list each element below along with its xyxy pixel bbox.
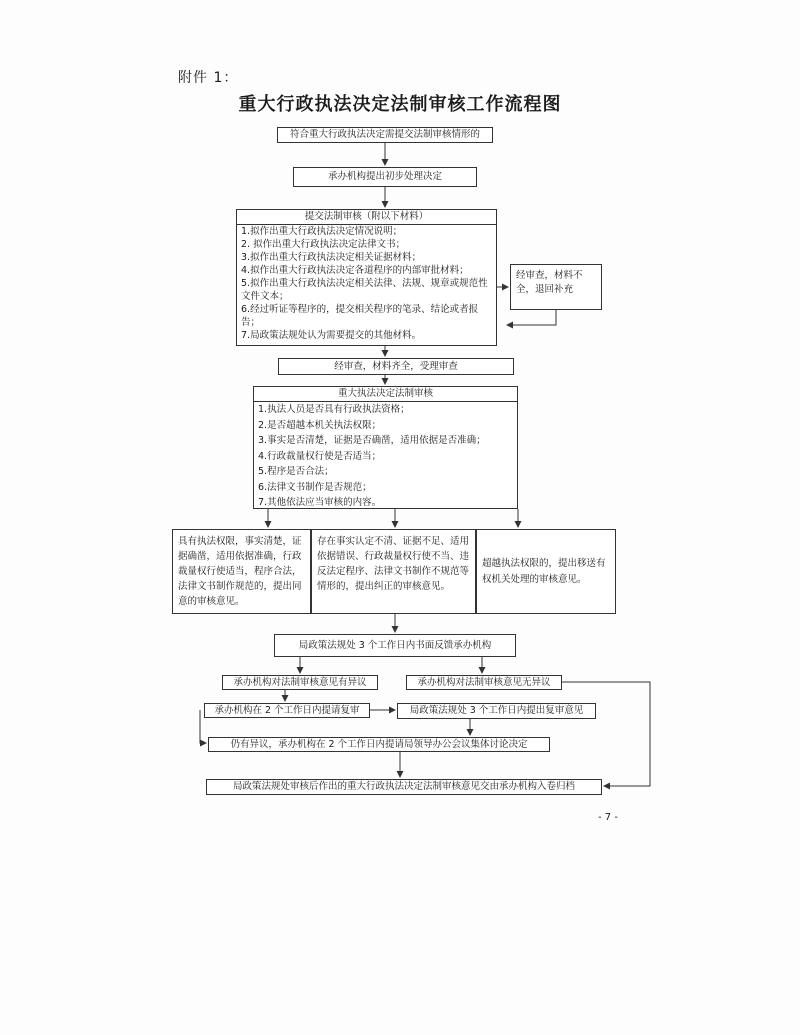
incomplete-return-label: 经审查，材料不全，退回补充 xyxy=(516,270,583,295)
recheck-request-label: 承办机构在 2 个工作日内提请复审 xyxy=(214,705,360,716)
recheck-opinion-box xyxy=(397,703,596,719)
outcome-transfer-box xyxy=(476,529,616,614)
submit-item: 7.局政策法规处认为需要提交的其他材料。 xyxy=(241,330,422,341)
outcome-agree-box xyxy=(172,529,311,614)
complete-accept-label: 经审查，材料齐全，受理审查 xyxy=(334,361,458,372)
outcome-correct-box xyxy=(311,529,476,614)
submit-item: 4.拟作出重大行政执法决定各道程序的内部审批材料； xyxy=(241,265,469,276)
outcome-agree-label: 具有执法权限，事实清楚，证据确凿，适用依据准确，行政裁量权行使适当，程序合法，法律文书制作规范的，提出同意的审核意见。 xyxy=(178,536,302,607)
arrow-incomplete-back xyxy=(507,310,556,325)
legal-review-box xyxy=(253,386,518,509)
outcome-correct-label: 存在事实认定不清、证据不足、适用依据错误、行政裁量权行使不当、违反法定程序、法律文书制作不规范等情形的，提出纠正的审核意见。 xyxy=(317,536,470,592)
objection-label: 承办机构对法制审核意见有异议 xyxy=(233,677,367,688)
no-objection-label: 承办机构对法制审核意见无异议 xyxy=(417,677,551,688)
recheck-request-box xyxy=(204,703,370,718)
attachment-label: 附件 1： xyxy=(178,70,239,86)
complete-accept-box xyxy=(278,358,514,375)
submit-item: 1.拟作出重大行政执法决定情况说明； xyxy=(241,226,403,237)
review-item: 6.法律文书制作是否规范； xyxy=(258,481,372,493)
legal-review-header: 重大执法决定法制审核 xyxy=(254,387,517,402)
archive-label: 局政策法规处审核后作出的重大行政执法决定法制审核意见交由承办机构入卷归档 xyxy=(232,781,575,792)
feedback-label: 局政策法规处 3 个工作日内书面反馈承办机构 xyxy=(298,640,492,651)
submit-item: 3.拟作出重大行政执法决定相关证据材料； xyxy=(241,252,422,263)
review-item: 4.行政裁量权行使是否适当； xyxy=(258,450,382,462)
step-initial-decision-label: 承办机构提出初步处理决定 xyxy=(327,171,442,182)
submit-materials-header: 提交法制审核（附以下材料） xyxy=(237,210,496,225)
no-objection-box xyxy=(406,675,562,690)
still-objection-box xyxy=(208,737,550,752)
review-item: 3.事实是否清楚，证据是否确凿，适用依据是否准确； xyxy=(258,435,486,446)
arrow-noobjection-archive xyxy=(562,682,650,786)
submit-item: 5.拟作出重大行政执法决定相关法律、法规、规章或规范性文件文本； xyxy=(241,278,488,302)
step-submission-criteria-label: 符合重大行政执法决定需提交法制审核情形的 xyxy=(289,129,480,140)
review-item: 7.其他依法应当审核的内容。 xyxy=(258,497,382,508)
outcome-transfer-label: 超越执法权限的，提出移送有权机关处理的审核意见。 xyxy=(482,558,606,585)
submit-materials-box xyxy=(236,209,497,346)
page-number: - 7 - xyxy=(598,812,618,823)
review-item: 5.程序是否合法； xyxy=(258,466,334,477)
recheck-opinion-label: 局政策法规处 3 个工作日内提出复审意见 xyxy=(409,705,584,716)
submit-item: 6.经过听证等程序的，提交相关程序的笔录、结论或者报告； xyxy=(241,304,479,328)
step-submission-criteria xyxy=(277,127,493,143)
incomplete-return-box xyxy=(510,264,602,310)
review-item: 2.是否超越本机关执法权限； xyxy=(258,419,382,431)
archive-box xyxy=(206,779,602,795)
page-title: 重大行政执法决定法制审核工作流程图 xyxy=(238,94,562,115)
feedback-box xyxy=(274,634,516,657)
still-objection-label: 仍有异议，承办机构在 2 个工作日内提请局领导办公会议集体讨论决定 xyxy=(230,739,528,750)
step-initial-decision xyxy=(293,167,477,187)
review-item: 1.执法人员是否具有行政执法资格； xyxy=(258,404,410,415)
objection-box xyxy=(222,675,378,690)
submit-item: 2. 拟作出重大行政执法决定法律文书； xyxy=(241,239,406,250)
